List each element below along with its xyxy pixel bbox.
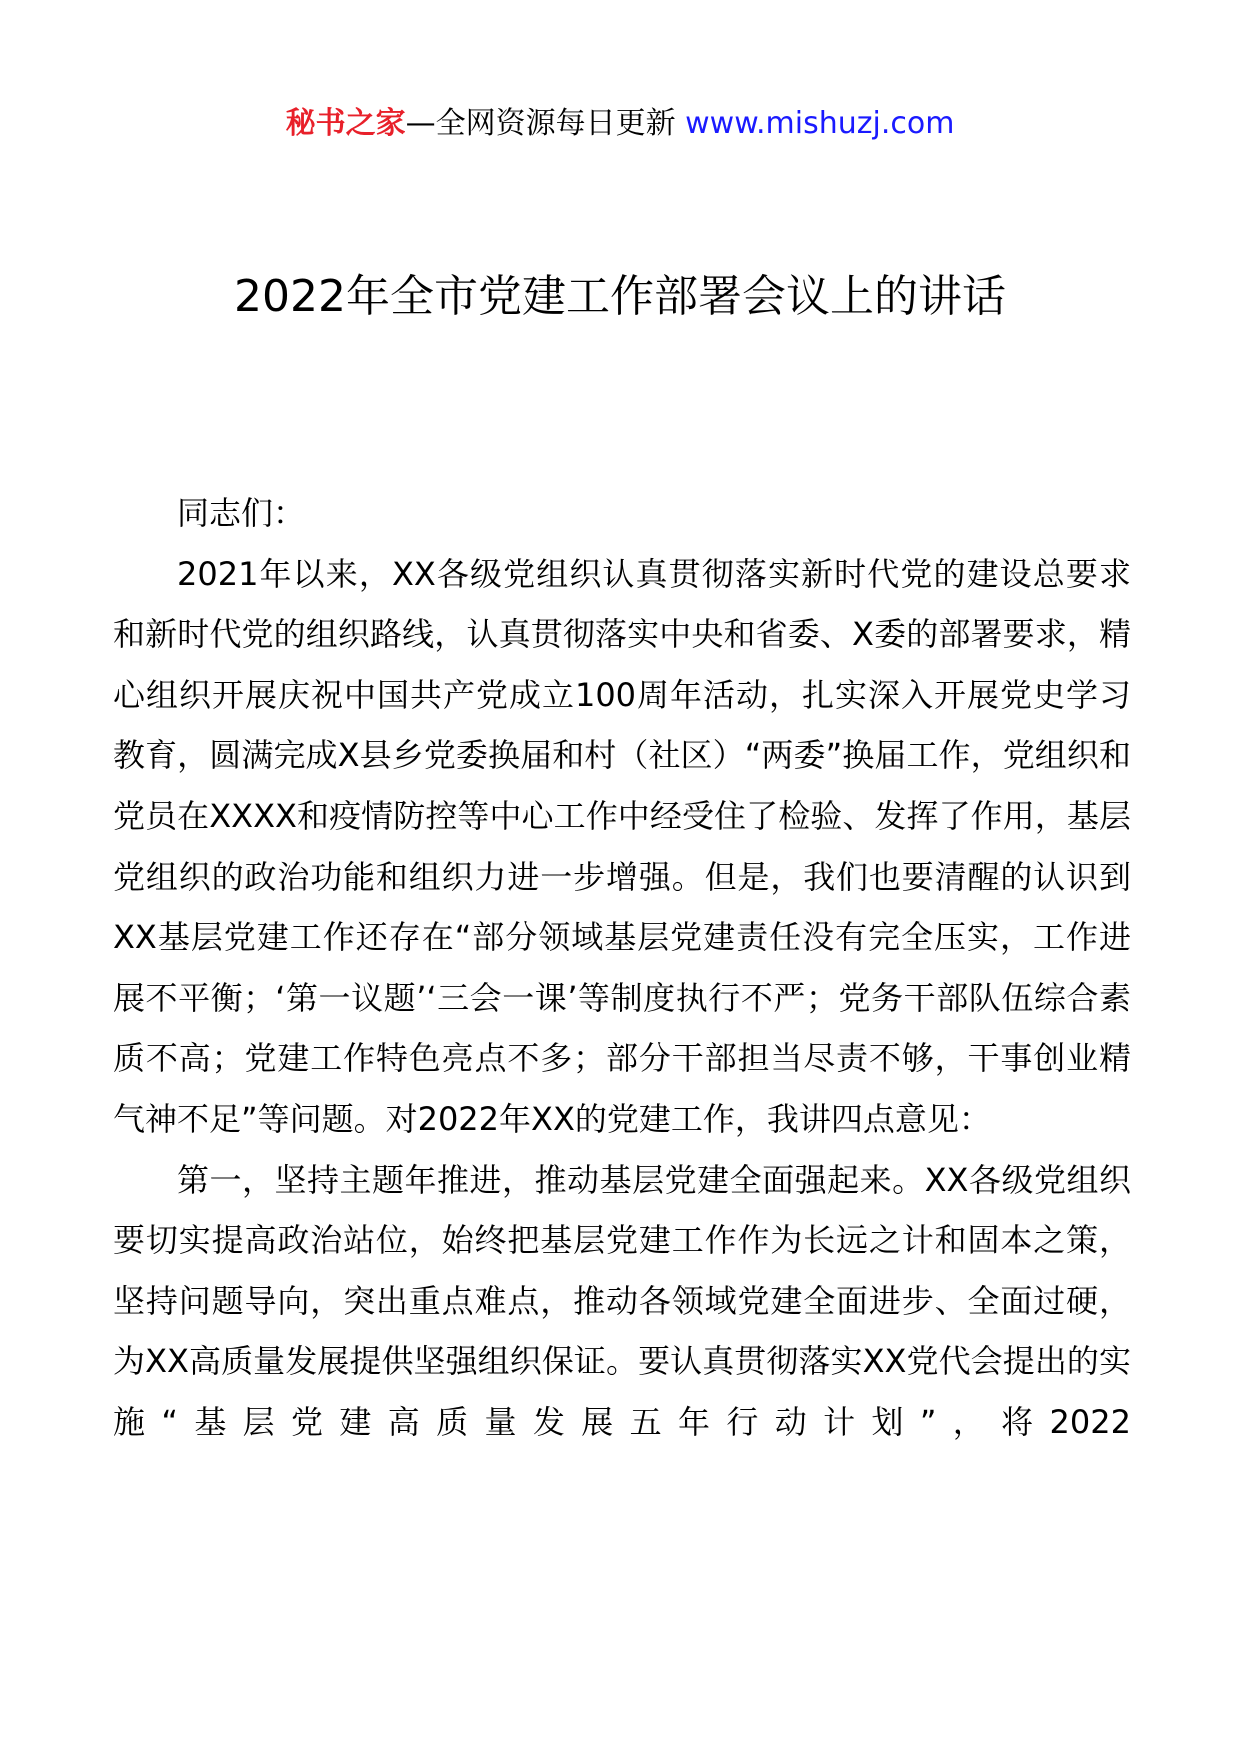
document-body [113, 483, 1131, 1453]
header-tagline: —全网资源每日更新 [405, 106, 676, 141]
paragraph: 2021年以来，XX各级党组织认真贯彻落实新时代党的建设总要求和新时代党的组织路线，认真贯彻落实中央和省委、X委的部署要求，精心组织开展庆祝中国共产党成立100周年活动，扎实深入开展党史学习教育，圆满完成X县乡党委换届和村（社区）“两委”换届工作，党组织和党员在XXXX和疫情防控等中心工作中经受住了检验、发挥了作用，基层党组织的政治功能和组织力进一步增强。但是，我们也要清醒的认识到XX基层党建工作还存在“部分领域基层党建责任没有完全压实，工作进展不平衡；‘第一议题’‘三会一课’等制度执行不严；党务干部队伍综合素质不高；党建工作特色亮点不多；部分干部担当尽责不够，干事创业精气神不足”等问题。对2022年XX的党建工作，我讲四点意见： [113, 554, 1131, 1138]
paragraph: 第一，坚持主题年推进，推动基层党建全面强起来。XX各级党组织要切实提高政治站位，始终把基层党建工作作为长远之计和固本之策，坚持问题导向，突出重点难点，推动各领域党建全面进步、全面过硬，为XX高质量发展提供坚强组织保证。要认真贯彻落实XX党代会提出的实施“基层党建高质量发展五年行动计划”，将2022 [113, 1160, 1131, 1441]
site-url-link[interactable]: www.mishuzj.com [685, 106, 955, 141]
brand-name: 秘书之家 [285, 106, 406, 141]
document-title: 2022年全市党建工作部署会议上的讲话 [234, 271, 1006, 322]
salutation: 同志们： [177, 494, 306, 532]
page-header [0, 100, 1240, 148]
